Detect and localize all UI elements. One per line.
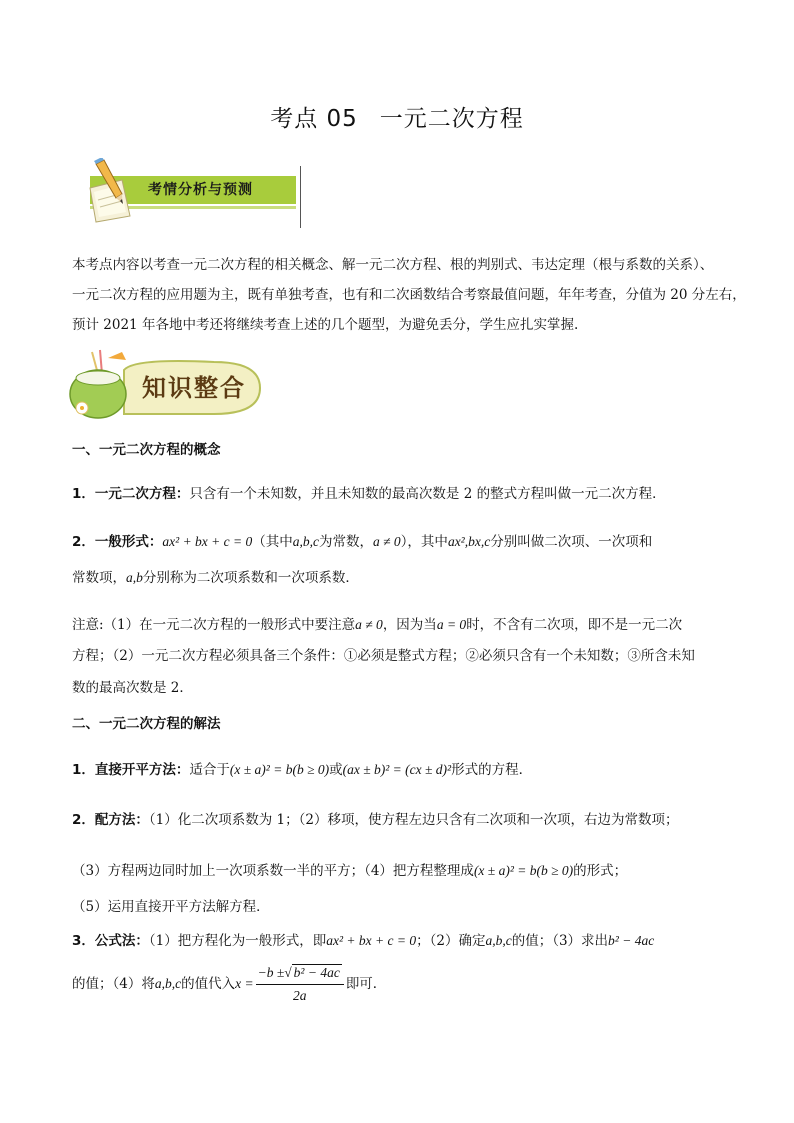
general-form-equation: ax² + bx + c = 0 — [162, 534, 253, 549]
analysis-banner-label: 考情分析与预测 — [148, 182, 253, 198]
intro-line-1: 本考点内容以考查一元二次方程的相关概念、解一元二次方程、根的判别式、韦达定理（根与系数的关系）、 — [72, 257, 714, 273]
text-segment: ），其中 — [400, 534, 448, 550]
knowledge-banner-label: 知识整合 — [142, 374, 246, 402]
text-segment: ；（2）确定 — [416, 933, 486, 949]
text-segment: 的值；（3）求出 — [511, 933, 609, 949]
text-segment: （3）方程两边同时加上一次项系数一半的平方；（4）把方程整理成 — [72, 863, 474, 879]
text-segment: 分别叫做二次项、一次项和 — [490, 534, 653, 550]
item-1-2-line-2 — [72, 566, 359, 586]
math-abc: a,b,c — [154, 976, 182, 991]
item-2-2-label: 2．配方法： — [72, 812, 149, 828]
intro-line-2: 一元二次方程的应用题为主，既有单独考查，也有和二次函数结合考察最值问题，年年考查，分值为 20 分左右， — [72, 287, 746, 303]
item-1-2-label: 2．一般形式： — [72, 534, 163, 550]
quadratic-formula-denominator: 2a — [292, 988, 307, 1003]
item-2-1 — [72, 758, 532, 778]
intro-line-3: 预计 2021 年各地中考还将继续考查上述的几个题型，为避免丢分，学生应扎实掌握. — [72, 317, 579, 333]
text-segment: 的值代入 — [181, 976, 236, 992]
text-segment: 或 — [329, 762, 343, 778]
math-a-neq-0: a ≠ 0 — [355, 617, 383, 632]
item-2-2-line-3: （5）运用直接开平方法解方程． — [72, 899, 270, 915]
section-2-heading: 二、一元二次方程的解法 — [72, 716, 221, 732]
item-2-3-line-2 — [72, 962, 386, 1007]
text-segment: 即可． — [345, 976, 387, 992]
note-line-3: 数的最高次数是 2． — [72, 680, 193, 696]
title-text: 一元二次方程 — [379, 106, 524, 132]
text-segment: 时，不含有二次项，即不是一元二次 — [466, 617, 683, 633]
numerator-minus-b: −b ± — [257, 965, 285, 980]
text-segment: （1）把方程化为一般形式，即 — [148, 933, 327, 949]
math-square-form-2: (ax ± b)² = (cx ± d)² — [342, 762, 452, 777]
math-terms: ax²,bx,c — [447, 534, 491, 549]
analysis-banner — [82, 158, 304, 228]
item-2-3-label: 3．公式法： — [72, 933, 149, 949]
text-segment: 分别称为二次项系数和一次项系数． — [142, 570, 359, 586]
math-ab: a,b — [126, 570, 143, 585]
math-abc: a,b,c — [292, 534, 320, 549]
banner-divider — [300, 166, 301, 228]
item-2-3 — [72, 929, 654, 949]
knowledge-banner — [64, 348, 264, 422]
section-1-heading: 一、一元二次方程的概念 — [72, 442, 221, 458]
text-segment: （1）化二次项系数为 1；（2）移项，使方程左边只含有二次项和一次项，右边为常数项； — [148, 812, 679, 828]
item-1-2 — [72, 530, 652, 550]
text-segment: 注意:（1）在一元二次方程的一般形式中要注意 — [72, 617, 356, 633]
text-segment: 适合于 — [189, 762, 230, 778]
text-segment: 为常数， — [319, 534, 374, 550]
item-1-1 — [72, 482, 666, 502]
sqrt-symbol: √ — [284, 965, 292, 980]
quadratic-formula-numerator — [256, 962, 344, 985]
text-segment: 的形式； — [573, 863, 628, 879]
page-title — [0, 100, 794, 133]
math-a-eq-0: a = 0 — [436, 617, 467, 632]
item-2-1-label: 1．直接开平方法： — [72, 762, 190, 778]
quadratic-formula-fraction — [256, 962, 344, 1007]
math-square-form-1: (x ± a)² = b(b ≥ 0) — [229, 762, 330, 777]
text-segment: 常数项， — [72, 570, 126, 586]
item-2-2 — [72, 808, 678, 828]
math-square-form: (x ± a)² = b(b ≥ 0) — [473, 863, 574, 878]
text-segment: （其中 — [252, 534, 293, 550]
item-1-1-text: 只含有一个未知数，并且未知数的最高次数是 2 的整式方程叫做一元二次方程． — [189, 486, 666, 502]
title-number: 考点 05 — [270, 106, 358, 132]
item-1-1-label: 1．一元二次方程： — [72, 486, 190, 502]
math-discriminant: b² − 4ac — [608, 933, 655, 948]
math-a-neq-0: a ≠ 0 — [373, 534, 401, 549]
math-general-form: ax² + bx + c = 0 — [326, 933, 417, 948]
note-line-2: 方程；（2）一元二次方程必须具备三个条件：①必须是整式方程；②必须只含有一个未知数；③所含未知 — [72, 648, 695, 664]
note-line-1 — [72, 613, 682, 633]
text-segment: 的值；（4）将 — [72, 976, 155, 992]
pencil-paper-icon — [82, 158, 142, 224]
text-segment: ，因为当 — [382, 617, 437, 633]
intro-paragraph — [72, 250, 746, 340]
item-2-2-line-2 — [72, 859, 627, 879]
sqrt-radicand: b² − 4ac — [293, 965, 340, 980]
math-x-equals: x = — [235, 976, 254, 991]
text-segment: 形式的方程． — [451, 762, 533, 778]
math-abc: a,b,c — [485, 933, 512, 948]
